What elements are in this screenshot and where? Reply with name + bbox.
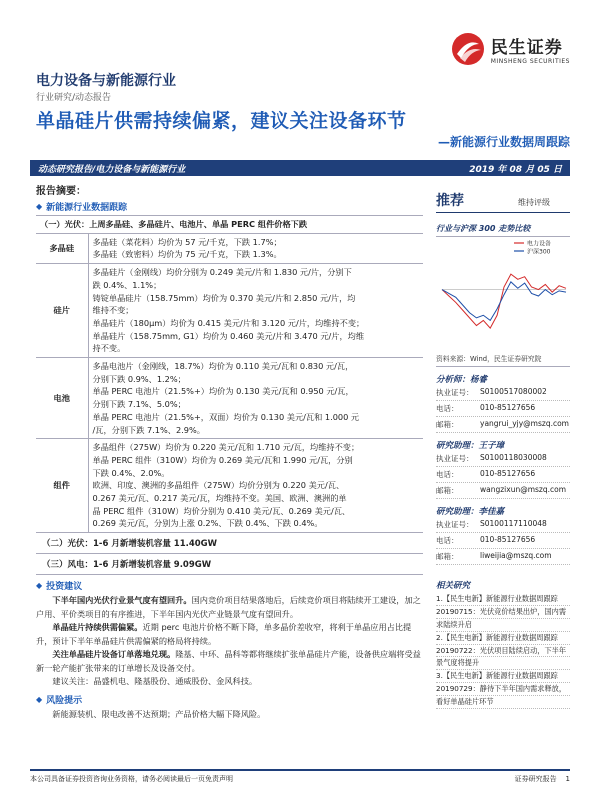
table-row	[36, 233, 423, 263]
related-item[interactable]: 20190715：光伏竞价结果出炉，国内需	[436, 606, 570, 619]
row-category: 多晶硅	[36, 233, 88, 263]
email-link[interactable]: liweijia@mszq.com	[480, 551, 552, 560]
legend-label: 沪深300	[527, 248, 551, 256]
paragraph: 下半年国内光伏行业景气度有望回升。国内竞价项目结果落地后，后续竞价项目将陆续开工建设，加之户用、平价类项目的有序推进，下半年国内光伏产业链景气度有望回升。	[36, 595, 421, 619]
row-category: 硅片	[36, 264, 88, 358]
table-row	[36, 264, 423, 358]
chart-source: 资料来源：Wind，民生证券研究院	[436, 353, 570, 367]
page-number: 1	[565, 775, 570, 783]
category-bar	[30, 160, 570, 176]
related-item[interactable]: 景气度将提升	[436, 657, 570, 670]
minsheng-logo-icon	[451, 32, 485, 66]
row-category: 组件	[36, 439, 88, 533]
row-category: 电池	[36, 358, 88, 439]
info-row: 电话： 010-85127656	[436, 467, 570, 483]
info-row: 电话： 010-85127656	[436, 533, 570, 549]
info-row: 执业证号： S0100517080002	[436, 385, 570, 401]
risk-text: 新能源装机、限电改善不达预期；产品价格大幅下降风险。	[52, 708, 266, 719]
wind-install: （三）风电：1-6 月新增装机容量 9.09GW	[36, 554, 423, 575]
sidebar	[436, 190, 570, 709]
page-subtitle: —新能源行业数据周跟踪	[437, 135, 570, 149]
logo-en: MINSHENG SECURITIES	[490, 58, 570, 65]
info-row: 邮箱： liweijia@mszq.com	[436, 549, 570, 565]
analyst-block	[436, 505, 570, 565]
related-item[interactable]: 1.【民生电新】新能源行业数据周跟踪	[436, 593, 570, 606]
section-heading: ◆ 投资建议	[36, 581, 83, 593]
info-row: 执业证号： S0100118030008	[436, 451, 570, 467]
main-column	[36, 196, 423, 721]
chart-heading: 行业与沪深 300 走势比较	[436, 221, 570, 237]
legend-label: 电力设备	[527, 240, 552, 248]
info-row: 执业证号： S0100117110048	[436, 517, 570, 533]
info-row: 电话： 010-85127656	[436, 401, 570, 417]
table-row	[36, 216, 423, 234]
related-item[interactable]: 20190729：静待下半年国内需求释放，	[436, 683, 570, 696]
diamond-icon: ◆	[36, 202, 43, 211]
paragraph: 关注单晶硅片设备订单落地兑现。隆基、中环、晶科等都将继续扩张单晶硅片产能，设备供应端将受益新一轮产能扩张带来的订单增长及设备交付。	[36, 649, 421, 673]
related-item[interactable]: 2.【民生电新】新能源行业数据周跟踪	[436, 632, 570, 645]
analyst-name: 研究助理：王子璋	[436, 441, 505, 451]
paragraph: 单晶硅片持续供需偏紧。近期 perc 电池片价格不断下降，单多晶价差收窄，将利于单晶应用占比提升，预计下半年单晶硅片供需偏紧的格局将持续。	[36, 622, 412, 646]
email-link[interactable]: yangrui_yjy@mszq.com	[480, 419, 569, 428]
analyst-name: 研究助理：李佳嘉	[436, 507, 505, 517]
paragraph: 建议关注：晶盛机电、隆基股份、通威股份、金风科技。	[52, 676, 258, 687]
pv-install: （二）光伏：1-6 月新增装机容量 11.40GW	[36, 533, 423, 554]
email-link[interactable]: wangzixun@mszq.com	[480, 485, 567, 494]
industry-title: 电力设备与新能源行业	[36, 73, 176, 89]
related-item[interactable]: 看好单晶硅片环节	[436, 696, 570, 709]
disclaimer-note: 本公司具备证券投资咨询业务资格，请务必阅读最后一页免责声明	[30, 775, 233, 783]
row-content: 多晶硅片（金刚线）均价分别为 0.249 美元/片和 1.830 元/片，分别下 跌 0.4%、1.1%； 铸锭单晶硅片（158.75mm）均价为 0.370 美元/片和 2.850 元/片，均 维持不变； 单晶硅片（180μm）均价为 0.415 美元/片和 3.120 元/片，均维持不变； 单晶硅片（158.75mm, G1）均价为 0.460 美元/片和 3.470 元/片，均维 持不变。	[88, 264, 423, 358]
row-content: 多晶组件（275W）均价为 0.220 美元/瓦和 1.710 元/瓦，均维持不变； 单晶 PERC 组件（310W）均价为 0.269 美元/瓦和 1.990 元/瓦，分别 下跌 0.4%、2.0%。 欧洲、印度、澳洲的多晶组件（275W）均价分别为 0.220 美元/瓦、 0.267 美元/瓦、0.217 美元/瓦，均维持不变。美国、欧洲、澳洲的单 晶 PERC 组件（310W）均价分别为 0.410 美元/瓦、0.269 美元/瓦、 0.269 美元/瓦，分别为上涨 0.2%、下跌 0.4%、下跌 0.4%。	[88, 439, 423, 533]
related-item[interactable]: 3.【民生电新】新能源行业数据周跟踪	[436, 670, 570, 683]
diamond-icon: ◆	[36, 581, 43, 591]
section-heading: ◆ 新能源行业数据跟踪	[36, 202, 128, 213]
company-logo	[451, 32, 570, 66]
info-row: 邮箱： yangrui_yjy@mszq.com	[436, 417, 570, 433]
table-row	[36, 439, 423, 533]
related-item[interactable]: 求陆续升启	[436, 619, 570, 632]
page-footer	[30, 769, 570, 784]
page-title: 单晶硅片供需持续偏紧，建议关注设备环节	[36, 110, 407, 132]
diamond-icon: ◆	[36, 694, 43, 704]
rating: 推荐	[436, 193, 464, 209]
rating-row	[436, 190, 570, 213]
related-list	[436, 591, 570, 709]
table-row	[36, 358, 423, 439]
related-heading: 相关研究	[436, 581, 471, 591]
trend-chart	[436, 237, 570, 347]
footer-right: 证券研究报告 1	[514, 775, 570, 783]
info-row: 邮箱： wangzixun@mszq.com	[436, 483, 570, 499]
price-table	[36, 215, 423, 533]
analyst-block	[436, 439, 570, 499]
row-content: 多晶硅（菜花料）均价为 57 元/千克，下跌 1.7%； 多晶硅（致密料）均价为 75 元/千克，下跌 1.3%。	[88, 233, 423, 263]
summary-label: 报告摘要：	[36, 186, 86, 197]
series-line	[442, 274, 566, 328]
analyst-block	[436, 373, 570, 433]
category-label: 动态研究报告/电力设备与新能源行业	[38, 164, 186, 175]
rating-sub: 维持评级	[518, 198, 550, 207]
report-type: 行业研究/动态报告	[36, 93, 112, 103]
related-item[interactable]: 20190722：光伏项目陆续启动，下半年	[436, 645, 570, 658]
row-content: 多晶电池片（金刚线，18.7%）均价为 0.110 美元/瓦和 0.830 元/瓦， 分别下跌 0.9%、1.2%； 单晶 PERC 电池片（21.5%+）均价为 0.130 美元/瓦和 0.950 元/瓦， 分别下跌 7.1%、5.0%； 单晶 PERC 电池片（21.5%+，双面）均价为 0.130 美元/瓦和 1.000 元 /瓦，分别下跌 7.1%、2.9%。	[88, 358, 423, 439]
logo-cn: 民生证券	[490, 38, 563, 58]
report-date: 2019 年 08 月 05 日	[469, 164, 562, 175]
pv-title: （一）光伏：上周多晶硅、多晶硅片、电池片、单晶 PERC 组件价格下跌	[36, 216, 423, 234]
section-heading: ◆ 风险提示	[36, 694, 83, 706]
analyst-name: 分析师：杨睿	[436, 375, 488, 385]
